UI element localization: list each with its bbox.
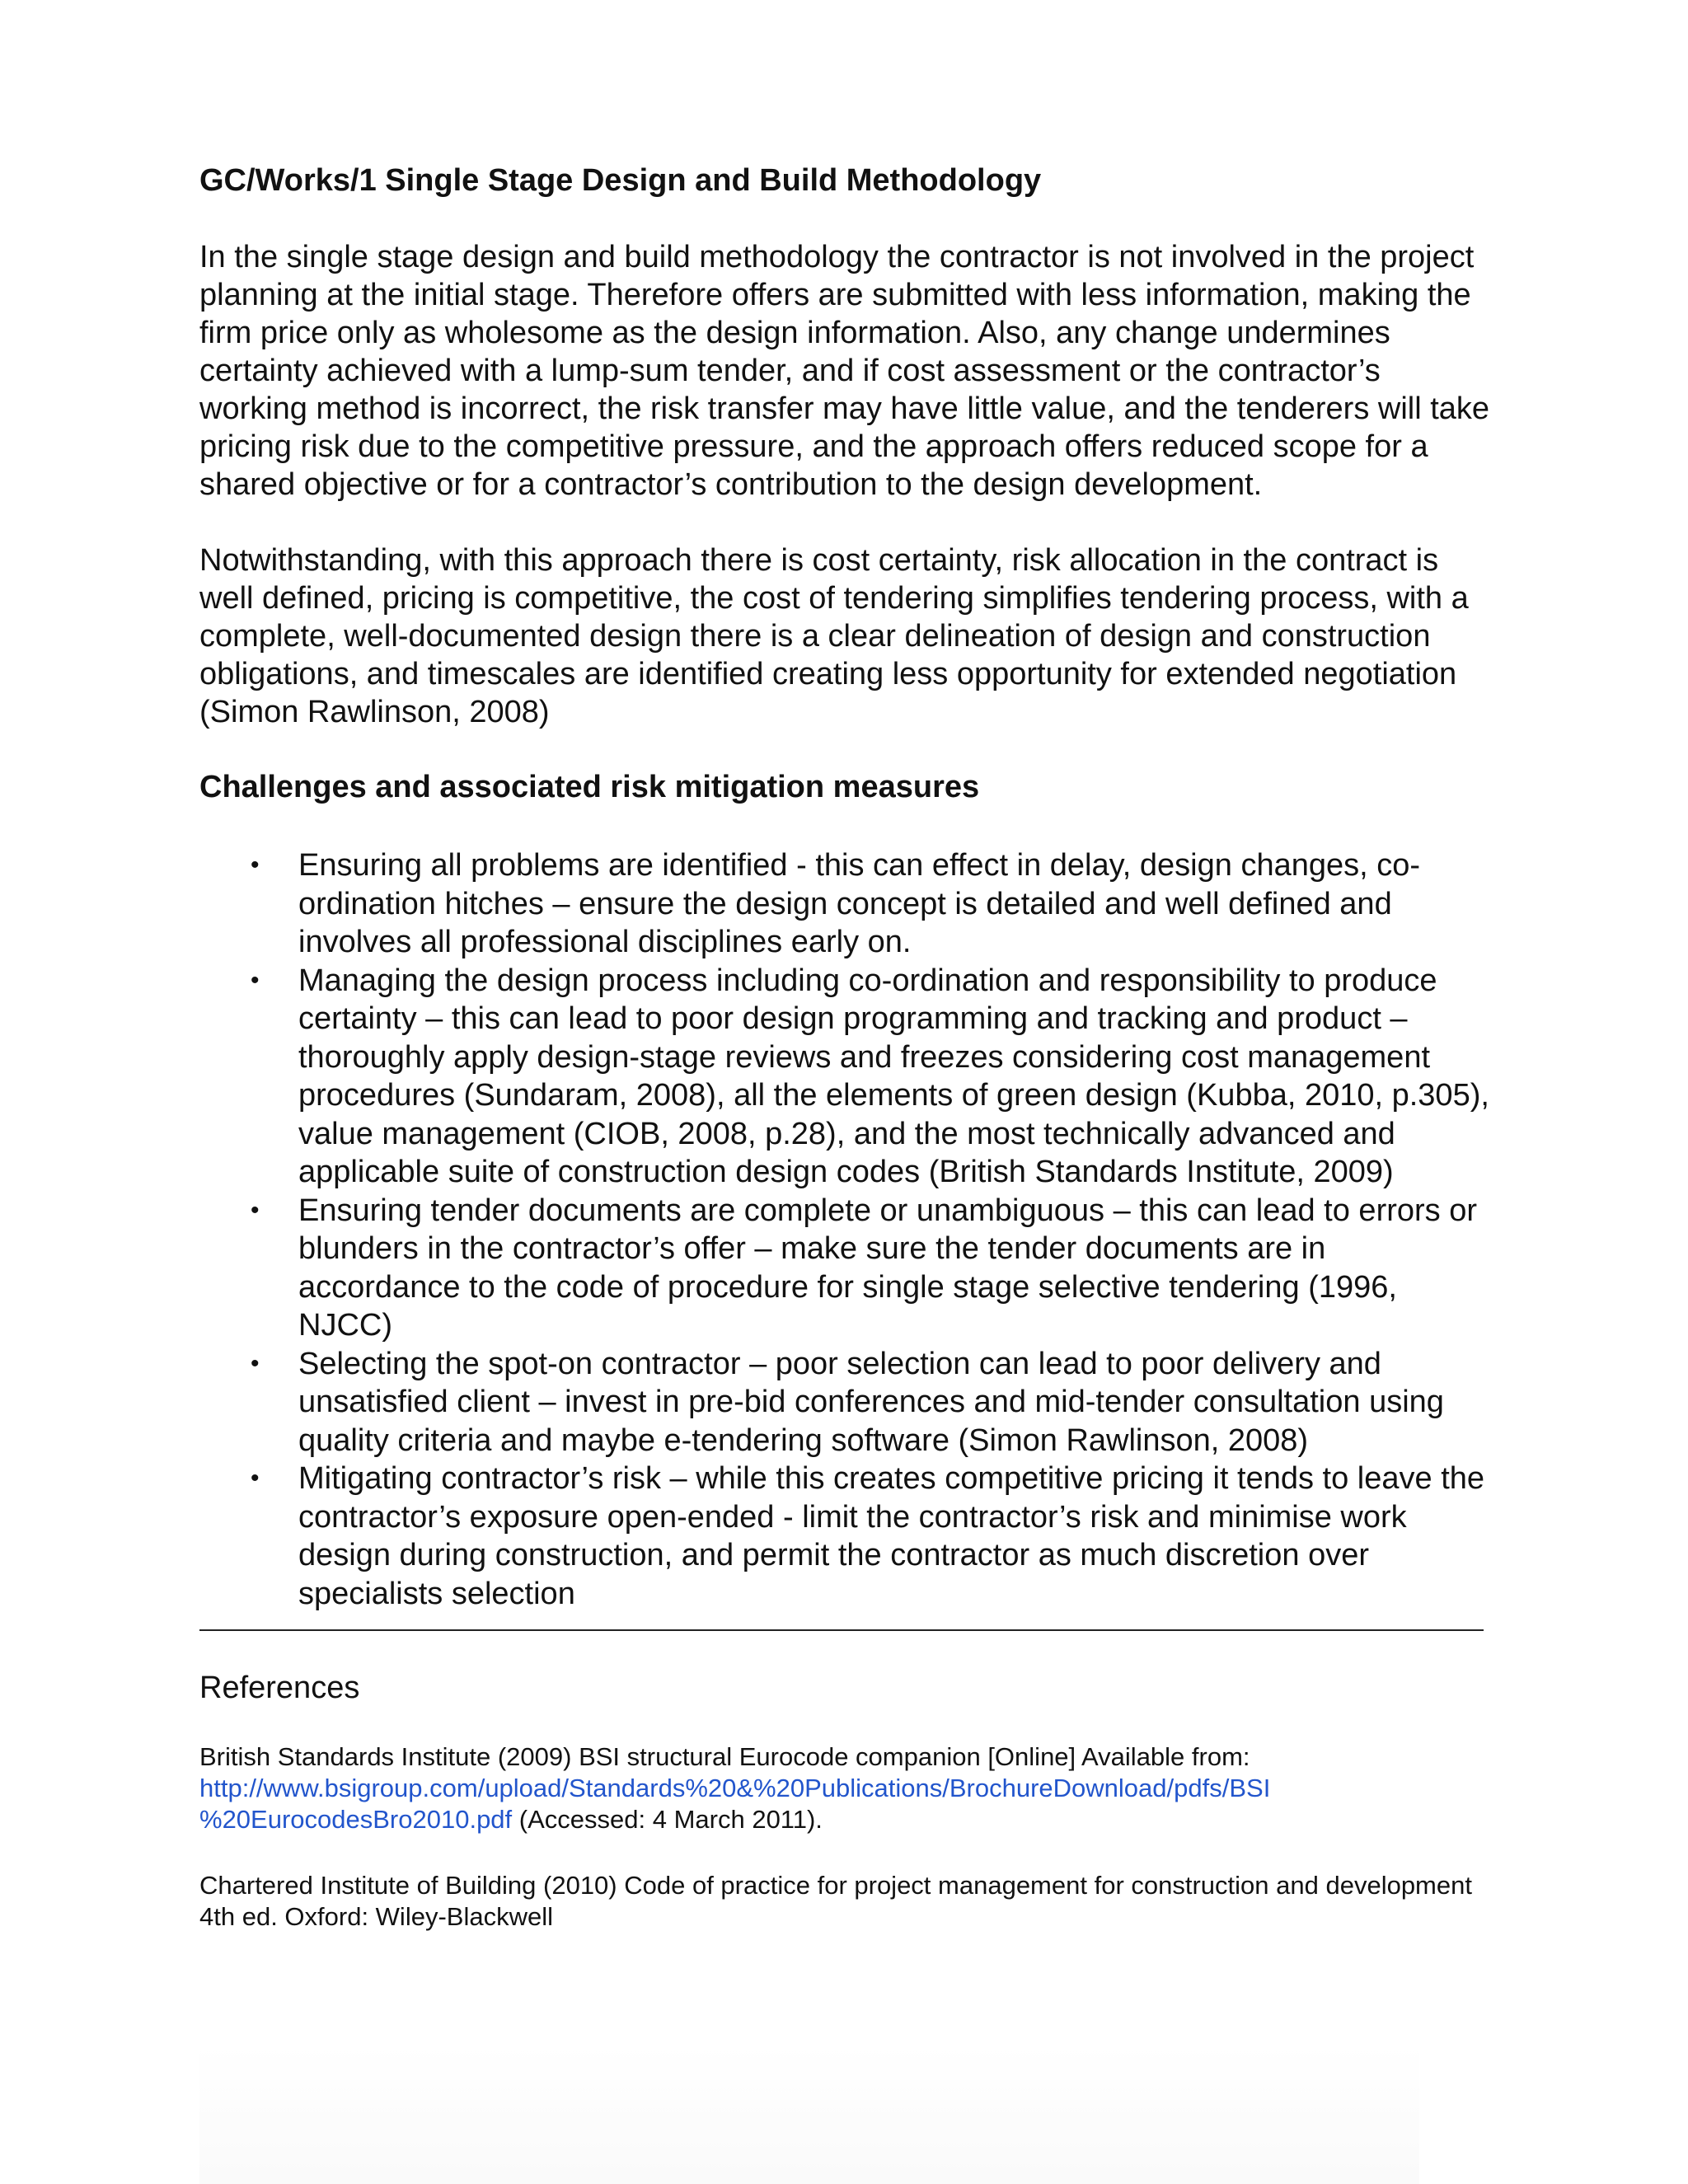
references-title: References: [199, 1671, 360, 1705]
list-item-text: Managing the design process including co-ordination and responsibility to produce certainty – this can lead to poor design programming and tracking and product – thoroughly apply design-stage reviews and freezes considering cost management procedures (Sundaram, 2008), all the elements of green design (Kubba, 2010, p.305), value management (CIOB, 2008, p.28), and the most technically advanced and applicable suite of construction design codes (British Standards Institute, 2009): [298, 963, 1489, 1189]
bullet-icon: •: [251, 1196, 260, 1224]
list-item: [199, 1345, 1493, 1460]
bullet-icon: •: [251, 1465, 260, 1492]
bullet-icon: •: [251, 851, 260, 879]
list-item: [199, 1192, 1493, 1345]
section-heading: GC/Works/1 Single Stage Design and Build Methodology: [199, 163, 1042, 198]
section-heading: Challenges and associated risk mitigation measures: [199, 770, 980, 804]
list-item-text: Selecting the spot-on contractor – poor selection can lead to poor delivery and unsatisfied client – invest in pre-bid conferences and mid-tender consultation using quality criteria and maybe e-tendering software (Simon Rawlinson, 2008): [298, 1346, 1444, 1458]
list-item: [199, 846, 1493, 962]
body-paragraph: In the single stage design and build methodology the contractor is not involved in the project planning at the initial stage. Therefore offers are submitted with less information, making the firm price only as wholesome as the design information. Also, any change undermines certainty achieved with a lump-sum tender, and if cost assessment or the contractor’s working method is incorrect, the risk transfer may have little value, and the tenderers will take pricing risk due to the competitive pressure, and the approach offers reduced scope for a shared objective or for a contractor’s contribution to the design development.: [199, 240, 1490, 502]
reference-text: British Standards Institute (2009) BSI structural Eurocode companion [Online] Available from:: [199, 1742, 1250, 1771]
reference-entry: [199, 1741, 1493, 1835]
list-item-text: Ensuring tender documents are complete or unambiguous – this can lead to errors or blunders in the contractor’s offer – make sure the tender documents are in accordance to the code of procedure for single stage selective tendering (1996, NJCC): [298, 1193, 1478, 1343]
list-item-text: Mitigating contractor’s risk – while this creates competitive pricing it tends to leave the contractor’s exposure open-ended - limit the contractor’s risk and minimise work design during construction, and permit the contractor as much discretion over specialists selection: [298, 1461, 1485, 1611]
page-bottom-shade: [199, 2044, 1419, 2184]
challenges-list: [199, 846, 1493, 1613]
list-item: [199, 962, 1493, 1192]
reference-link-line: %20EurocodesBro2010.pdf: [199, 1805, 513, 1834]
body-paragraph: Notwithstanding, with this approach there is cost certainty, risk allocation in the contract is well defined, pricing is competitive, the cost of tendering simplifies tendering process, with a complete, well-documented design there is a clear delineation of design and construction obligations, and timescales are identified creating less opportunity for extended negotiation (Simon Rawlinson, 2008): [199, 543, 1469, 729]
bullet-icon: •: [251, 966, 260, 994]
footnote-divider: [199, 1629, 1484, 1631]
reference-link-line: http://www.bsigroup.com/upload/Standards%20&%20Publications/BrochureDownload/pdfs/BSI: [199, 1774, 1271, 1802]
reference-accessed-date: (Accessed: 4 March 2011).: [512, 1805, 823, 1834]
bullet-icon: •: [251, 1349, 260, 1377]
list-item: [199, 1460, 1493, 1613]
list-item-text: Ensuring all problems are identified - this can effect in delay, design changes, co-ordination hitches – ensure the design concept is detailed and well defined and involves all professional disciplines early on.: [298, 848, 1421, 959]
reference-entry: Chartered Institute of Building (2010) Code of practice for project management for construction and development 4th ed. Oxford: Wiley-Blackwell: [199, 1871, 1472, 1931]
document-page: [199, 161, 1493, 1933]
